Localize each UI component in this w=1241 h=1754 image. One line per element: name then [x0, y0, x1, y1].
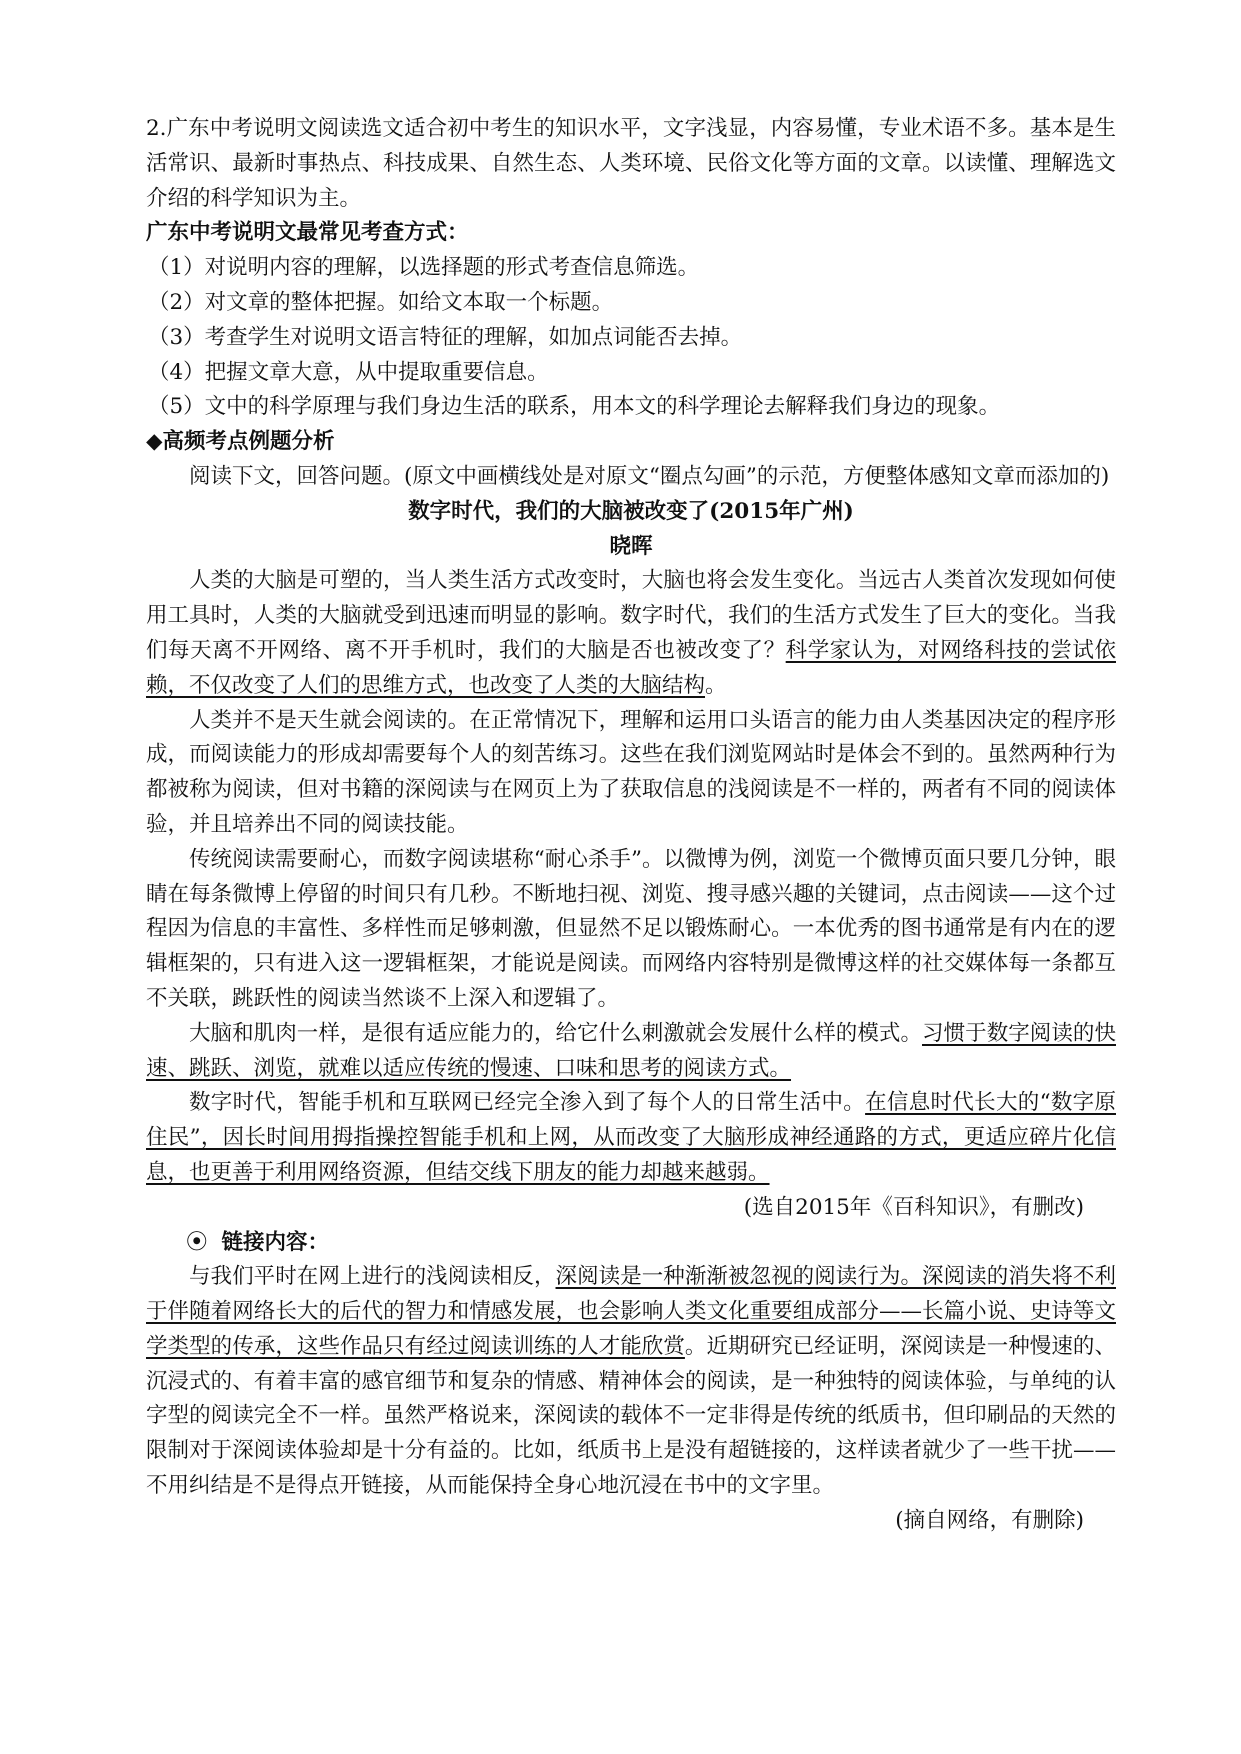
- underlined-text: 在信息时代长大的“数字原住民”，因长时间用拇指操控智能手机和上网，从而改变了大脑形成神经通路的方式，更适应碎片化信息，也更善于利用网络资源，但结交线下朋友的能力却越来越弱。: [146, 1090, 1116, 1185]
- method-item-1: （1）对说明内容的理解，以选择题的形式考查信息筛选。: [148, 255, 700, 281]
- document-page: [146, 112, 1116, 1539]
- article-title: 数字时代，我们的大脑被改变了(2015年广州): [408, 498, 854, 524]
- paragraph-text: 与我们平时在网上进行的浅阅读相反，: [189, 1264, 556, 1290]
- paragraph-text: 大脑和肌肉一样，是很有适应能力的，给它什么刺激就会发展什么样的模式。: [189, 1020, 923, 1046]
- analysis-instruction: 阅读下文，回答问题。(原文中画横线处是对原文“圈点勾画”的示范，方便整体感知文章而添加的): [189, 463, 1110, 489]
- methods-heading: 广东中考说明文最常见考查方式：: [146, 220, 469, 246]
- article-source: (选自2015年《百科知识》，有删改): [743, 1194, 1084, 1220]
- method-item-2: （2）对文章的整体把握。如给文本取一个标题。: [148, 289, 614, 315]
- underlined-text: 科学家认为，对网络科技的尝试依赖，不仅改变了人们的思维方式，也改变了人类的大脑结构: [146, 637, 1116, 698]
- article-author: 晓晖: [609, 533, 653, 559]
- link-heading-text: 链接内容：: [221, 1229, 330, 1255]
- method-item-3: （3）考查学生对说明文语言特征的理解，如加点词能否去掉。: [148, 324, 743, 350]
- article-paragraph-4: [146, 1017, 1116, 1087]
- method-item-5: （5）文中的科学原理与我们身边生活的联系，用本文的科学理论去解释我们身边的现象。: [148, 394, 1001, 420]
- underlined-text: 习惯于数字阅读的快速、跳跃、浏览，就难以适应传统的慢速、口味和思考的阅读方式。: [146, 1020, 1116, 1081]
- paragraph-text: 。近期研究已经证明，深阅读是一种慢速的、沉浸式的、有着丰富的感官细节和复杂的情感、精神体会的阅读，是一种独特的阅读体验，与单纯的认字型的阅读完全不一样。虽然严格说来，深阅读的载体不一定非得是传统的纸质书，但印刷品的天然的限制对于深阅读体验却是十分有益的。比如，纸质书上是没有超链接的，这样读者就少了一些干扰——不用纠结是不是得点开链接，从而能保持全身心地沉浸在书中的文字里。: [146, 1333, 1116, 1499]
- article-paragraph-2: 人类并不是天生就会阅读的。在正常情况下，理解和运用口头语言的能力由人类基因决定的程序形成，而阅读能力的形成却需要每个人的刻苦练习。这些在我们浏览网站时是体会不到的。虽然两种行为都被称为阅读，但对书籍的深阅读与在网页上为了获取信息的浅阅读是不一样的，两者有不同的阅读体验，并且培养出不同的阅读技能。: [146, 707, 1116, 837]
- article-paragraph-3: 传统阅读需要耐心，而数字阅读堪称“耐心杀手”。以微博为例，浏览一个微博页面只要几分钟，眼睛在每条微博上停留的时间只有几秒。不断地扫视、浏览、搜寻感兴趣的关键词，点击阅读——这个过程因为信息的丰富性、多样性而足够刺激，但显然不足以锻炼耐心。一本优秀的图书通常是有内在的逻辑框架的，只有进入这一逻辑框架，才能说是阅读。而网络内容特别是微博这样的社交媒体每一条都互不关联，跳跃性的阅读当然谈不上深入和逻辑了。: [146, 846, 1116, 1011]
- article-paragraph-1: [146, 564, 1116, 703]
- link-source: (摘自网络，有删除): [895, 1507, 1084, 1533]
- article-paragraph-5: [146, 1086, 1116, 1190]
- method-item-4: （4）把握文章大意，从中提取重要信息。: [148, 359, 549, 385]
- link-heading: [146, 1226, 1116, 1261]
- circle-dot-icon: ⦿: [186, 1229, 208, 1255]
- underlined-text: 深阅读是一种渐渐被忽视的阅读行为。深阅读的消失将不利于伴随着网络长大的后代的智力和情感发展，也会影响人类文化重要组成部分——长篇小说、史诗等文学类型的传承，这些作品只有经过阅读训练的人才能欣赏: [146, 1264, 1116, 1359]
- paragraph-text: 人类的大脑是可塑的，当人类生活方式改变时，大脑也将会发生变化。当远古人类首次发现如何使用工具时，人类的大脑就受到迅速而明显的影响。数字时代，我们的生活方式发生了巨大的变化。当我们每天离不开网络、离不开手机时，我们的大脑是否也被改变了？: [146, 568, 1116, 663]
- analysis-heading: ◆高频考点例题分析: [146, 429, 335, 455]
- intro-paragraph: 2.广东中考说明文阅读选文适合初中考生的知识水平，文字浅显，内容易懂，专业术语不多。基本是生活常识、最新时事热点、科技成果、自然生态、人类环境、民俗文化等方面的文章。以读懂、理解选文介绍的科学知识为主。: [146, 116, 1116, 211]
- paragraph-text: 。: [705, 672, 727, 698]
- link-paragraph: [146, 1260, 1116, 1504]
- paragraph-text: 数字时代，智能手机和互联网已经完全渗入到了每个人的日常生活中。: [189, 1090, 866, 1116]
